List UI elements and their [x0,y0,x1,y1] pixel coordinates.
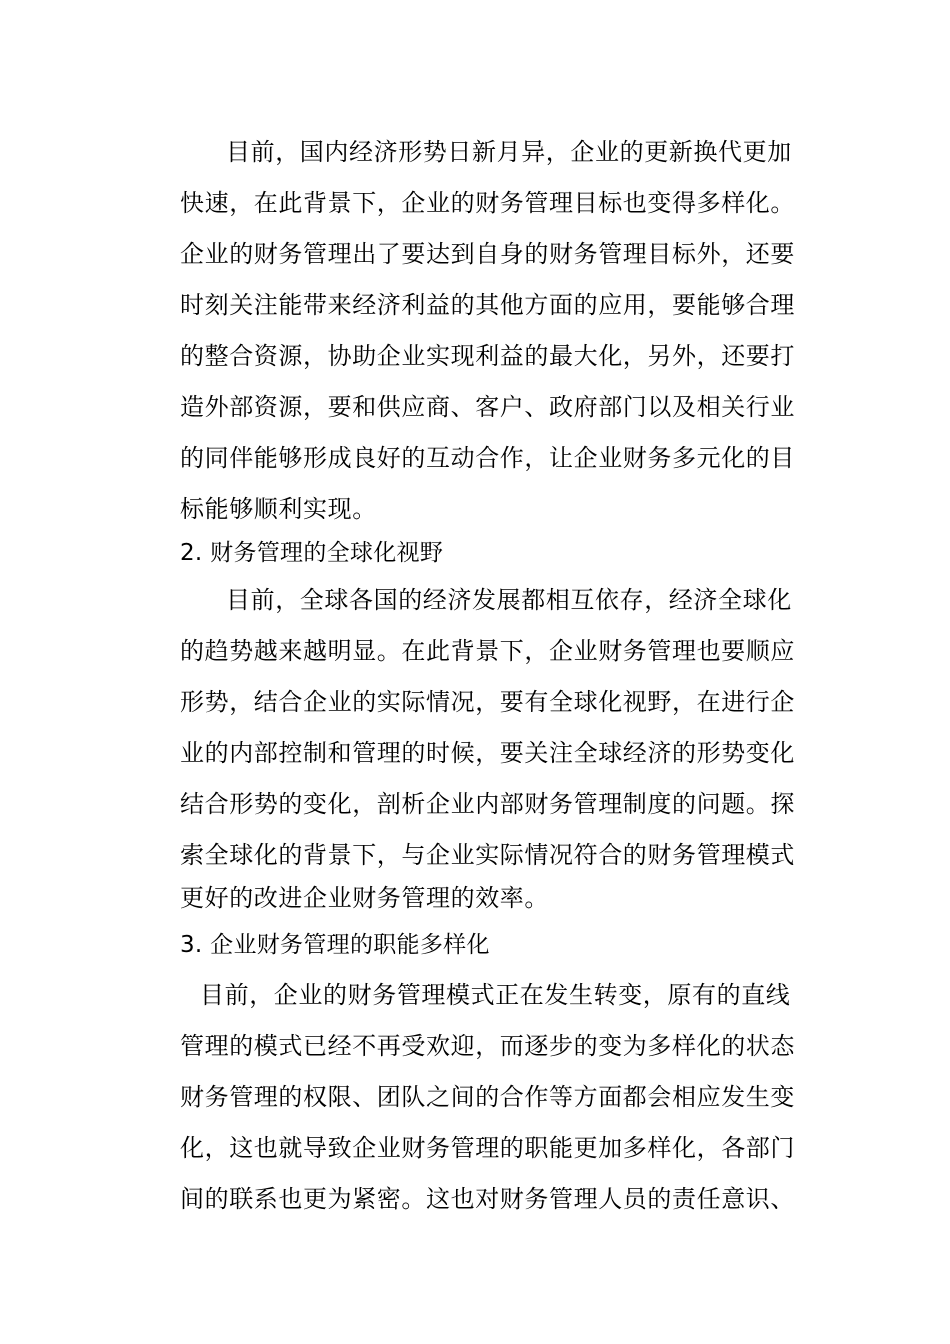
paragraph-2-line-2: 的趋势越来越明显。在此背景下，企业财务管理也要顺应 [180,637,795,665]
paragraph-3-line-4: 化，这也就导致企业财务管理的职能更加多样化，各部门 [180,1134,795,1162]
section-heading-2: 2. 财务管理的全球化视野 [180,540,444,566]
paragraph-1-line-4: 时刻关注能带来经济利益的其他方面的应用，要能够合理 [180,291,795,319]
paragraph-3-line-2: 管理的模式已经不再受欢迎，而逐步的变为多样化的状态 [180,1032,795,1060]
section-heading-3: 3. 企业财务管理的职能多样化 [180,932,490,958]
paragraph-1-line-1: 目前，国内经济形势日新月异，企业的更新换代更加 [226,138,792,166]
paragraph-3-line-5: 间的联系也更为紧密。这也对财务管理人员的责任意识、 [180,1185,795,1213]
paragraph-1-line-7: 的同伴能够形成良好的互动合作，让企业财务多元化的目 [180,444,795,472]
paragraph-3-line-3: 财务管理的权限、团队之间的合作等方面都会相应发生变 [180,1083,795,1111]
paragraph-2-line-5: 结合形势的变化，剖析企业内部财务管理制度的问题。探 [180,790,795,818]
paragraph-1-line-5: 的整合资源，协助企业实现利益的最大化，另外，还要打 [180,342,795,370]
paragraph-1-line-3: 企业的财务管理出了要达到自身的财务管理目标外，还要 [180,240,795,268]
paragraph-2-line-7: 更好的改进企业财务管理的效率。 [180,884,549,912]
paragraph-1-line-8: 标能够顺利实现。 [180,495,377,523]
paragraph-2-line-6: 索全球化的背景下，与企业实际情况符合的财务管理模式 [180,841,795,869]
paragraph-1-line-2: 快速，在此背景下，企业的财务管理目标也变得多样化。 [180,189,795,217]
paragraph-2-line-1: 目前，全球各国的经济发展都相互依存，经济全球化 [226,586,792,614]
paragraph-1-line-6: 造外部资源，要和供应商、客户、政府部门以及相关行业 [180,393,795,421]
paragraph-2-line-3: 形势，结合企业的实际情况，要有全球化视野，在进行企 [180,688,795,716]
paragraph-2-line-4: 业的内部控制和管理的时候，要关注全球经济的形势变化 [180,739,795,767]
paragraph-3-line-1: 目前，企业的财务管理模式正在发生转变，原有的直线 [200,981,791,1009]
